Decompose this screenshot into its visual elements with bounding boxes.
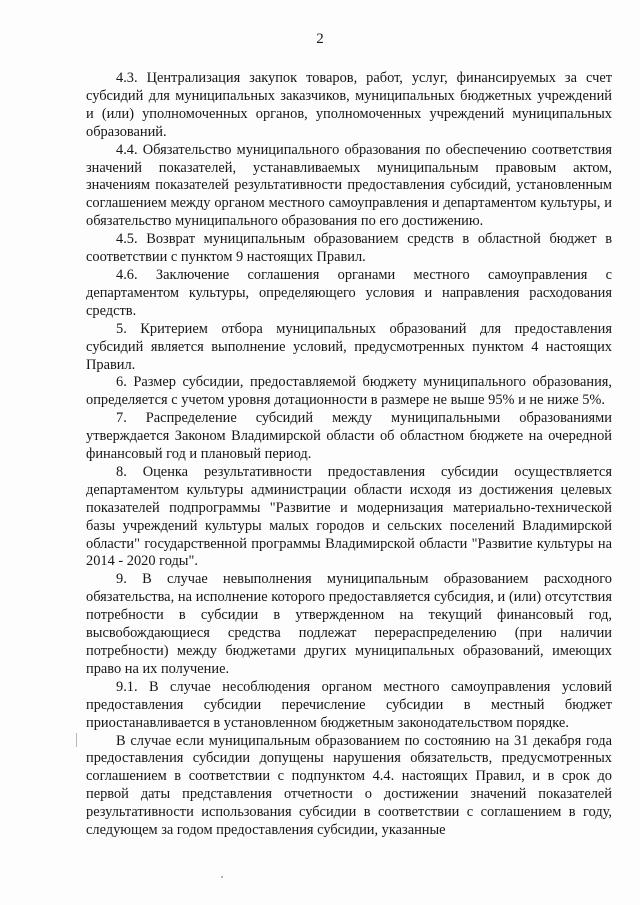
paragraph-9-1-continued: В случае если муниципальным образованием по состоянию на 31 декабря года предоставления субсидии допущены нарушения обязательств, предусмотренных соглашением в соответствии с подпунктом 4.4. настоящих Правил, и в срок до первой даты представления отчетности о достижении значений показателей результативности использования субсидии в соответствии с соглашением в году, следующем за годом предоставления субсидии, указанные <box>86 732 612 839</box>
paragraph-6: 6. Размер субсидии, предоставляемой бюджету муниципального образования, определяется с учетом уровня дотационности в размере не выше 95% и не ниже 5%. <box>86 374 612 409</box>
margin-mark <box>76 733 81 747</box>
document-body <box>86 70 612 840</box>
paragraph-7: 7. Распределение субсидий между муниципальными образованиями утверждается Законом Владимирской области об областном бюджете на очередной финансовый год и плановый период. <box>86 410 612 463</box>
paragraph-4-3: 4.3. Централизация закупок товаров, работ, услуг, финансируемых за счет субсидий для муниципальных заказчиков, муниципальных бюджетных учреждений и (или) уполномоченных органов, уполномоченных учреждений муниципальных образований. <box>86 70 612 140</box>
page-number: 2 <box>316 31 324 47</box>
paragraph-5: 5. Критерием отбора муниципальных образований для предоставления субсидий является выполнение условий, предусмотренных пунктом 4 настоящих Правил. <box>86 320 612 373</box>
paragraph-9: 9. В случае невыполнения муниципальным образованием расходного обязательства, на исполнение которого предоставляется субсидия, и (или) отсутствия потребности в субсидии в утвержденном на текущий финансовый год, высвобождающиеся средства подлежат перераспределению (при наличии потребности) между бюджетами других муниципальных образований, имеющих право на их получение. <box>86 571 612 677</box>
paragraph-4-4: 4.4. Обязательство муниципального образования по обеспечению соответствия значений показателей, устанавливаемых муниципальным правовым актом, значениям показателей результативности предоставления субсидий, установленным соглашением между органом местного самоуправления и департаментом культуры, и обязательство муниципального образования по его достижению. <box>86 141 612 230</box>
paragraph-4-5: 4.5. Возврат муниципальным образованием средств в областной бюджет в соответствии с пунктом 9 настоящих Правил. <box>86 231 612 266</box>
paragraph-8: 8. Оценка результативности предоставления субсидии осуществляется департаментом культуры администрации области исходя из достижения целевых показателей подпрограммы "Развитие и модернизация материально-технической базы учреждений культуры малых городов и сельских поселений Владимирской области" государственной программы Владимирской области "Развитие культуры на 2014 - 2020 годы". <box>86 463 612 570</box>
paragraph-9-1: 9.1. В случае несоблюдения органом местного самоуправления условий предоставления субсидии перечисление субсидии в местный бюджет приостанавливается в установленном бюджетным законодательством порядке. <box>86 678 612 731</box>
scan-speck <box>221 876 223 878</box>
paragraph-4-6: 4.6. Заключение соглашения органами местного самоуправления с департаментом культуры, определяющего условия и направления расходования средств. <box>86 266 612 319</box>
